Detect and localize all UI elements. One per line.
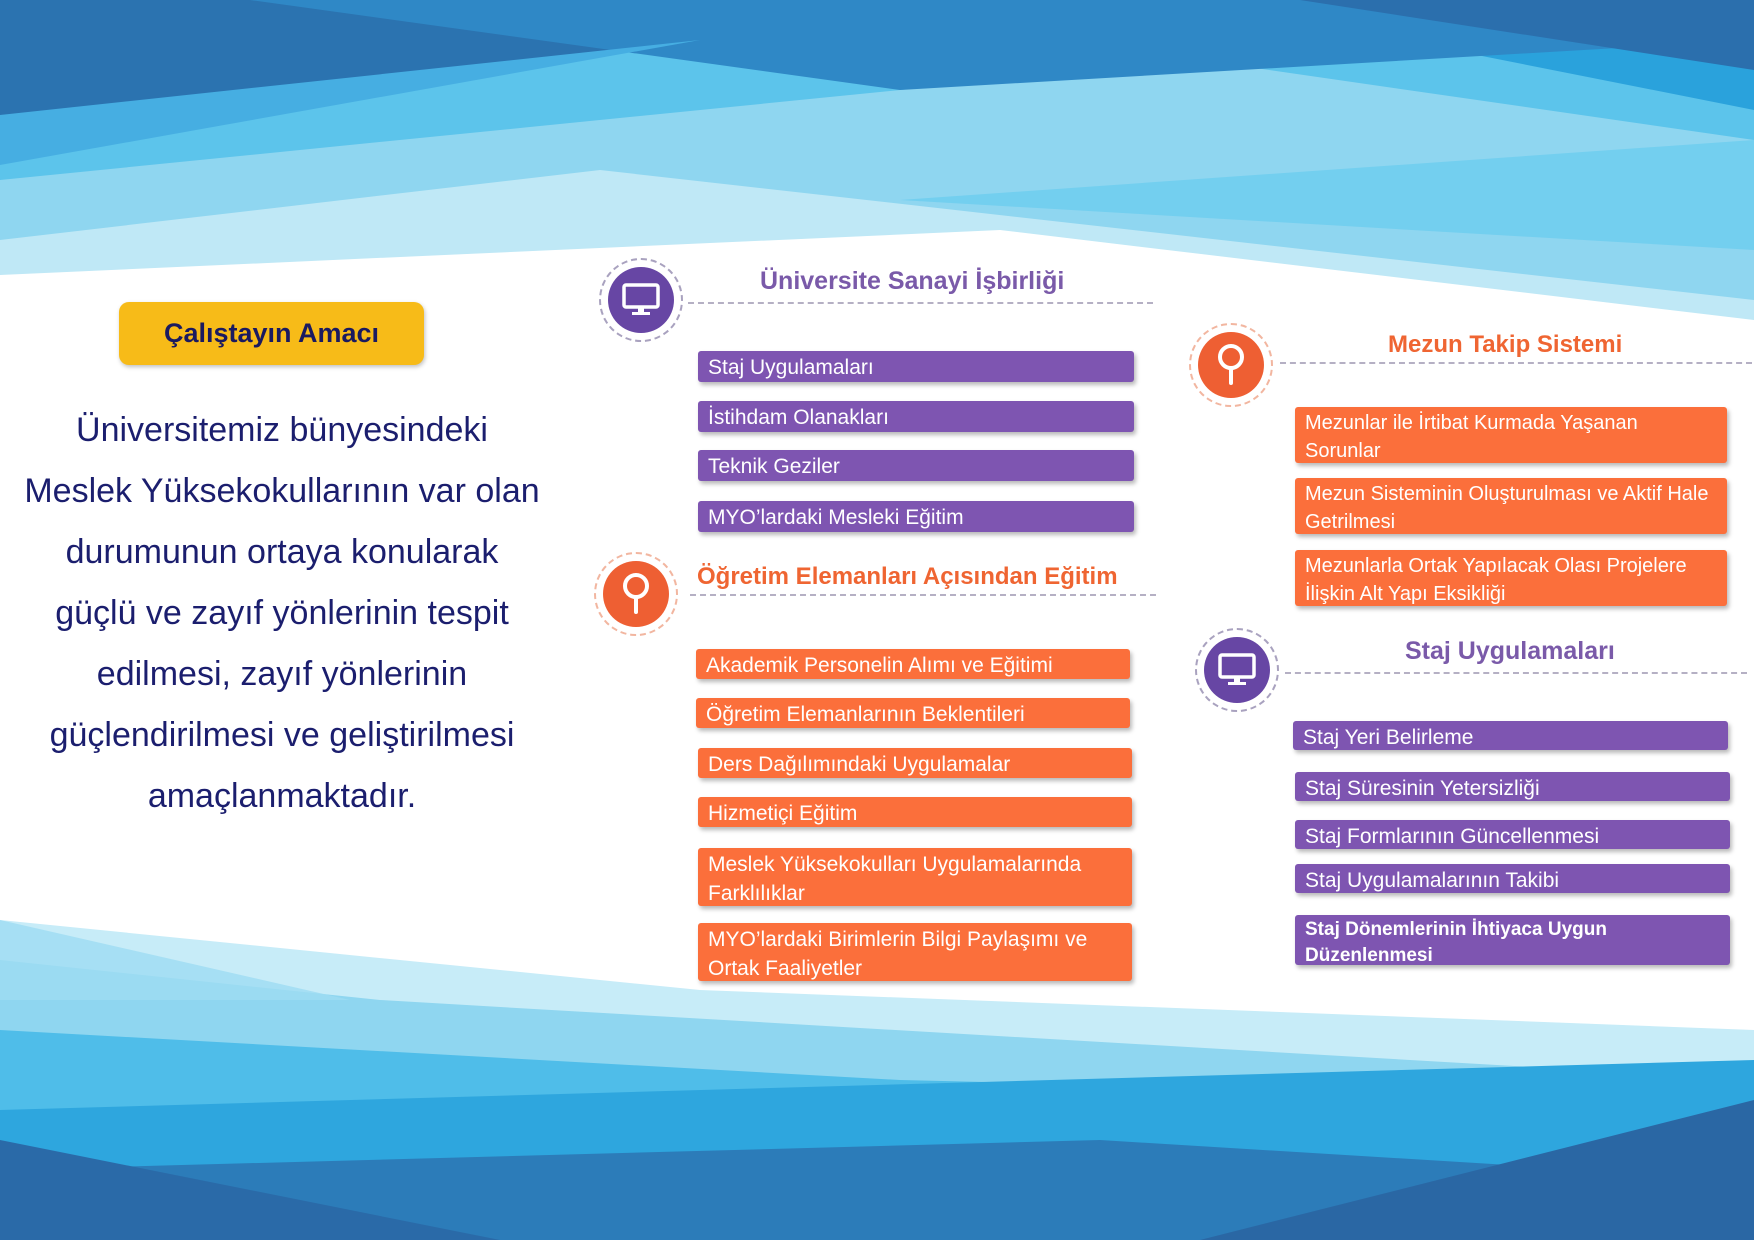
list-item: Staj Formlarının Güncellenmesi [1295, 820, 1730, 849]
section-title: Üniversite Sanayi İşbirliği [760, 267, 1065, 295]
section-divider [1280, 362, 1752, 364]
list-item: Staj Süresinin Yetersizliği [1295, 772, 1730, 801]
section-divider [690, 594, 1156, 596]
section-icon-ring [1189, 323, 1273, 407]
section-divider [1285, 672, 1747, 674]
list-item: MYO’lardaki Mesleki Eğitim [698, 501, 1134, 532]
list-item: Meslek Yüksekokulları Uygulamalarında Farklılıklar [698, 848, 1132, 906]
list-item: Mezunlarla Ortak Yapılacak Olası Projelere İlişkin Alt Yapı Eksikliği [1295, 550, 1727, 606]
list-item: Staj Uygulamaları [698, 351, 1134, 382]
section-divider [688, 302, 1153, 304]
section-title: Mezun Takip Sistemi [1388, 331, 1623, 358]
purpose-text: Üniversitemiz bünyesindeki Meslek Yüksekokullarının var olan durumunun ortaya konularak güçlü ve zayıf yönlerinin tespit edilmesi, zayıf yönlerinin güçlendirilmesi ve geliştirilmesi amaçlanmaktadır. [24, 411, 540, 815]
purpose-badge: Çalıştayın Amacı [119, 302, 424, 365]
magnifier-icon [603, 561, 669, 627]
list-item: İstihdam Olanakları [698, 401, 1134, 432]
list-item: Ders Dağılımındaki Uygulamalar [698, 748, 1132, 778]
section-title: Öğretim Elemanları Açısından Eğitim [697, 563, 1118, 590]
monitor-icon [1204, 637, 1270, 703]
list-item: MYO’lardaki Birimlerin Bilgi Paylaşımı ve Ortak Faaliyetler [698, 923, 1132, 981]
monitor-icon [608, 267, 674, 333]
list-item: Akademik Personelin Alımı ve Eğitimi [696, 649, 1130, 679]
list-item: Hizmetiçi Eğitim [698, 797, 1132, 827]
list-item: Mezun Sisteminin Oluşturulması ve Aktif Hale Getrilmesi [1295, 478, 1727, 534]
list-item: Staj Yeri Belirleme [1293, 721, 1728, 750]
magnifier-icon [1198, 332, 1264, 398]
section-icon-ring [1195, 628, 1279, 712]
list-item: Mezunlar ile İrtibat Kurmada Yaşanan Sorunlar [1295, 407, 1727, 463]
section-title: Staj Uygulamaları [1405, 637, 1615, 665]
section-icon-ring [594, 552, 678, 636]
list-item: Öğretim Elemanlarının Beklentileri [696, 698, 1130, 728]
section-icon-ring [599, 258, 683, 342]
list-item: Teknik Geziler [698, 450, 1134, 481]
list-item: Staj Uygulamalarının Takibi [1295, 864, 1730, 893]
list-item: Staj Dönemlerinin İhtiyaca Uygun Düzenlenmesi [1295, 915, 1730, 965]
